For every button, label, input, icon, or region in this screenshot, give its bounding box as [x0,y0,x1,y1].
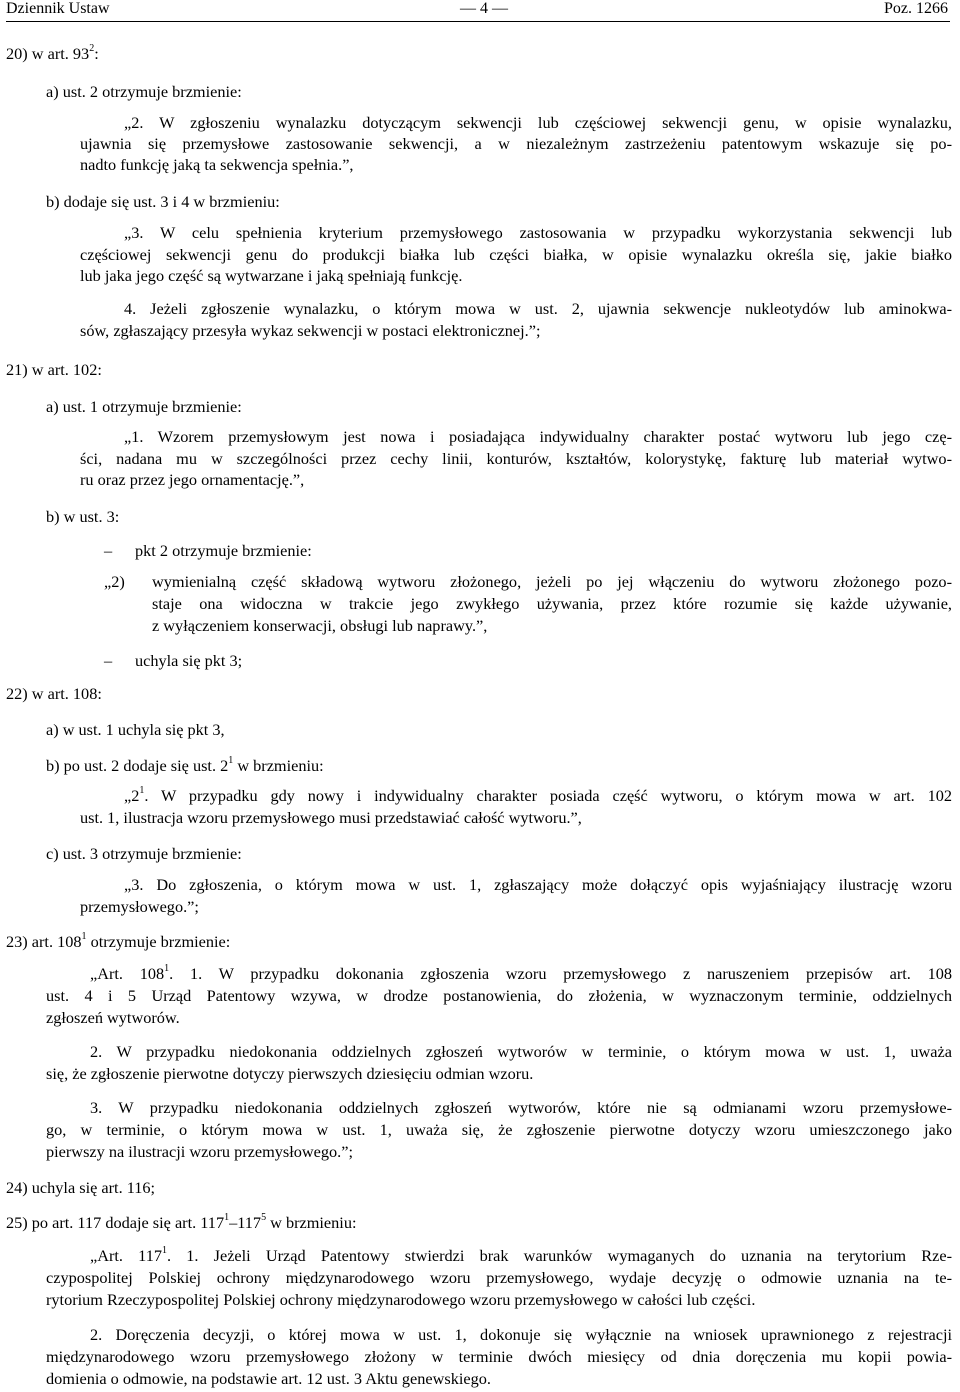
item-23-text-line: 3. W przypadku niedokonania oddzielnych zgłoszeń wytworów, które nie są odmianami wzoru przemysłowe- [90,1098,952,1117]
header-rule [6,21,950,22]
item-23-text-line: się, że zgłoszenie pierwotne dotyczy pierwszych dziesięciu odmian wzoru. [46,1064,534,1083]
item-23-text-line: ust. 4 i 5 Urząd Patentowy wzywa, w drodze postanowienia, do złożenia, w wyznaczonym terminie, oddzielnych [46,986,952,1005]
item-21b-label: b) w ust. 3: [46,507,120,526]
item-22c-label: c) ust. 3 otrzymuje brzmienie: [46,844,242,863]
dash-bullet: – [104,541,113,560]
item-20b-text-line: 4. Jeżeli zgłoszenie wynalazku, o którym mowa w ust. 2, ujawnia sekwencje nukleotydów lub aminokwa- [124,299,952,318]
item-25-text-line: międzynarodowego wzoru przemysłowego złożony w terminie dwóch miesięcy od dnia doręczenia mu kopii powia- [46,1347,952,1366]
item-22a: a) w ust. 1 uchyla się pkt 3, [46,720,225,739]
item-23-text-line: pierwszy na ilustracji wzoru przemysłowego.”; [46,1142,353,1161]
item-22c-text-line: „3. Do zgłoszenia, o którym mowa w ust. 1, zgłaszający może dołączyć opis wyjaśniający ilustrację wzoru [124,875,952,894]
dash-bullet: – [104,651,113,670]
item-25-text-line: 2. Doręczenia decyzji, o której mowa w ust. 1, dokonuje się wyłącznie na wniosek uprawnionego z rejestracji [90,1325,952,1344]
item-22b-text-line: $„2^1$. W przypadku gdy nowy i indywidualny charakter posiada część wytworu, o którym mowa w art. 102 [124,784,952,805]
item-21b-pkt2-number: „2) [104,572,125,591]
item-25-text-line: domienia o odmowie, na podstawie art. 12 ust. 3 Aktu genewskiego. [46,1369,491,1388]
item-22-heading: 22) w art. 108: [6,684,102,703]
item-25-heading: 25) po art. 117 dodaje się art. $117^1-117^5$ w brzmieniu: [6,1211,357,1232]
item-22b-text-line: ust. 1, ilustracja wzoru przemysłowego musi przedstawiać całość wytworu.”, [80,808,582,827]
item-23-text-line: go, w terminie, o którym mowa w ust. 1, uważa się, że zgłoszenie pierwotne dotyczy wzoru umieszczonego jako [46,1120,952,1139]
item-23-text-line: „Art. $108^1$. 1. W przypadku dokonania zgłoszenia wzoru przemysłowego z naruszeniem przepisów art. 108 [90,962,952,983]
item-21b-pkt2-line: z wyłączeniem konserwacji, obsługi lub naprawy.”, [152,616,488,635]
item-21b-pkt2-line: wymienialną część składową wytworu złożonego, jeżeli po jej włączeniu do wytworu złożonego pozo- [152,572,952,591]
journal-title: Dziennik Ustaw [6,0,110,17]
item-20b-text-line: „3. W celu spełnienia kryterium przemysłowego zastosowania w przypadku wykorzystania sekwencji lub [124,223,952,242]
item-20b-label: b) dodaje się ust. 3 i 4 w brzmieniu: [46,192,280,211]
item-23-heading: 23) art. $108^1$ otrzymuje brzmienie: [6,930,231,951]
item-21-heading: 21) w art. 102: [6,360,102,379]
item-23-text-line: zgłoszeń wytworów. [46,1008,180,1027]
item-21a-label: a) ust. 1 otrzymuje brzmienie: [46,397,242,416]
item-20a-text-line: nadto funkcję jaką ta sekwencja spełnia.”, [80,155,354,174]
item-20a-label: a) ust. 2 otrzymuje brzmienie: [46,82,242,101]
position-number: Poz. 1266 [884,0,948,17]
item-20a-text-line: ujawnia się przemysłowe zastosowanie sekwencji, a w niezależnym zastrzeżeniu patentowym wskazuje się po- [80,134,952,153]
item-20-heading: 20) w art. $93^2$: [6,42,99,63]
item-20a-text-line: „2. W zgłoszeniu wynalazku dotyczącym sekwencji lub częściowej sekwencji genu, w opisie wynalazku, [124,113,952,132]
page-number: — 4 — [460,0,508,17]
item-25-text-line: rytorium Rzeczypospolitej Polskiej ochrony międzynarodowego wzoru przemysłowego w całości lub części. [46,1290,756,1309]
item-23-text-line: 2. W przypadku niedokonania oddzielnych zgłoszeń wytworów w terminie, o którym mowa w ust. 1, uważa [90,1042,952,1061]
item-22b-label: b) po ust. 2 dodaje się ust. $2^1$ w brzmieniu: [46,754,324,775]
item-24-heading: 24) uchyla się art. 116; [6,1178,156,1197]
item-20b-text-line: sów, zgłaszający przesyła wykaz sekwencji w postaci elektronicznej.”; [80,321,541,340]
item-21b-pkt3: uchyla się pkt 3; [135,651,243,670]
item-20b-text-line: lub jaka jego część są wytwarzane i jaką spełniają funkcję. [80,266,463,285]
item-25-text-line: czypospolitej Polskiej ochrony międzynarodowego wzoru przemysłowego, wydaje decyzję o odmowie uznania na te- [46,1268,952,1287]
item-25-text-line: „Art. $117^1$. 1. Jeżeli Urząd Patentowy stwierdzi brak warunków wymaganych do uznania na terytorium Rze- [90,1244,953,1265]
item-21a-text-line: „1. Wzorem przemysłowym jest nowa i posiadająca indywidualny charakter postać wytworu lub jego czę- [124,427,952,446]
item-21a-text-line: ści, nadana mu w szczególności przez cechy linii, konturów, kształtów, kolorystykę, fakturę lub materiał wytwo- [80,449,952,468]
item-21b-pkt2-label: pkt 2 otrzymuje brzmienie: [135,541,312,560]
item-20b-text-line: częściowej sekwencji genu do produkcji białka lub części białka, w opisie wynalazku określa się, jakie białko [80,245,952,264]
item-22c-text-line: przemysłowego.”; [80,897,199,916]
item-21a-text-line: ru oraz przez jego ornamentację.”, [80,470,305,489]
item-21b-pkt2-line: staje ona widoczna w trakcie jego zwykłego używania, przez które rozumie się każde używanie, [152,594,952,613]
